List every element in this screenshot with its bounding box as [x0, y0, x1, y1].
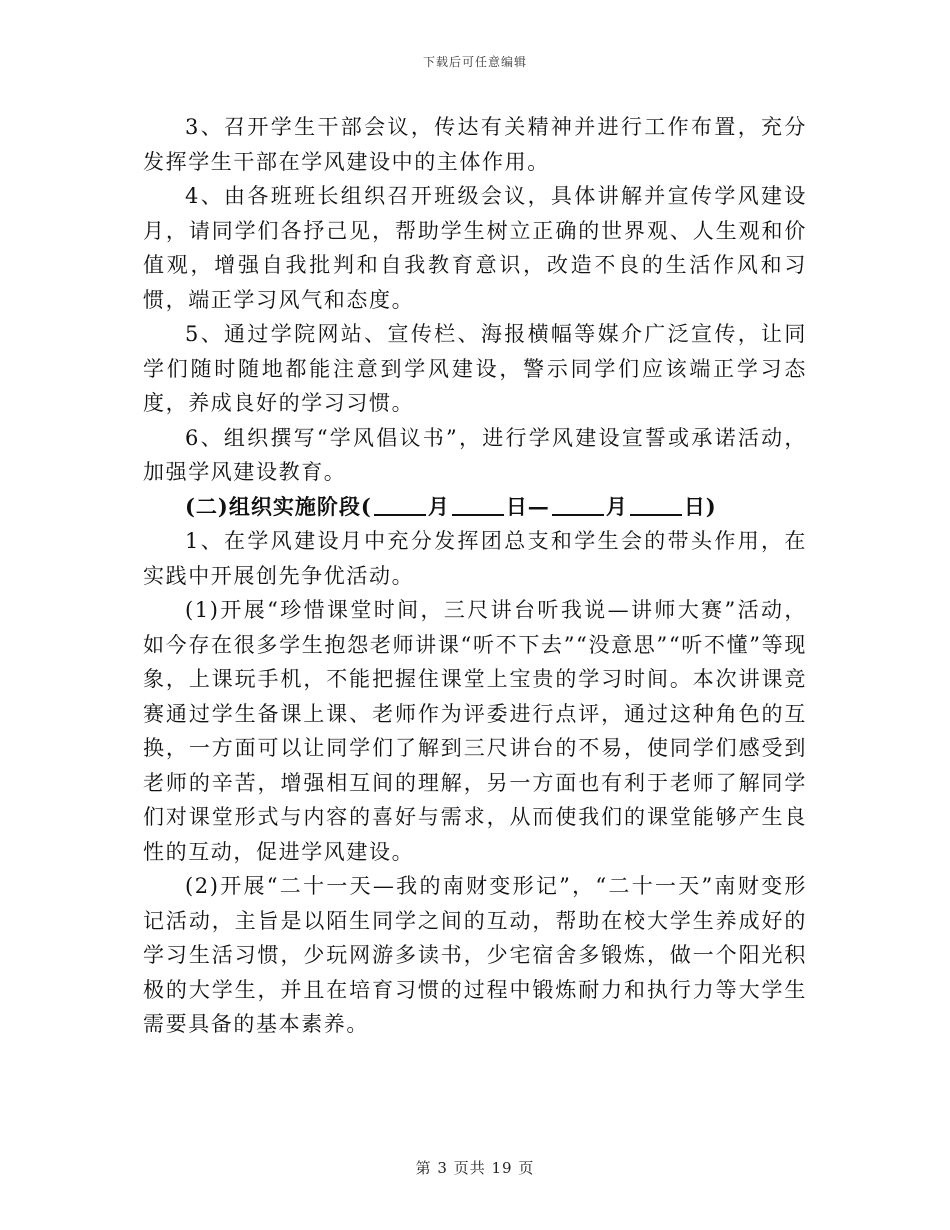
page-number: 第 3 页共 19 页 [415, 1159, 535, 1177]
paragraph-item-6: 6、组织撰写“学风倡议书”，进行学风建设宣誓或承诺活动，加强学风建设教育。 [143, 425, 807, 484]
blank-field [374, 492, 426, 516]
blank-field [630, 492, 682, 516]
section-heading-month: 月 [605, 493, 628, 519]
paragraph-item-5: 5、通过学院网站、宣传栏、海报横幅等媒介广泛宣传，让同学们随时随地都能注意到学风建设，警示同学们应该端正学习态度，养成良好的学习习惯。 [143, 322, 807, 415]
paragraph-subitem-1: (1)开展“珍惜课堂时间，三尺讲台听我说—讲师大赛”活动，如今存在很多学生抱怨老师讲课“听不下去”“没意思”“听不懂”等现象，上课玩手机，不能把握住课堂上宝贵的学习时间。本次讲课竞赛通过学生备课上课、老师作为评委进行点评，通过这种角色的互换，一方面可以让同学们了解到三尺讲台的不易，使同学们感受到老师的辛苦，增强相互间的理解，另一方面也有利于老师了解同学们对课堂形式与内容的喜好与需求，从而使我们的课堂能够产生良性的互动，促进学风建设。 [143, 598, 807, 864]
section-heading-day: 日— [505, 493, 550, 519]
section-heading-implementation [143, 490, 807, 525]
paragraph-subitem-2: (2)开展“二十一天—我的南财变形记”，“二十一天”南财变形记活动，主旨是以陌生同学之间的互动，帮助在校大学生养成好的学习生活习惯，少玩网游多读书，少宅宿舍多锻炼，做一个阳光积极的大学生，并且在培育习惯的过程中锻炼耐力和执行力等大学生需要具备的基本素养。 [143, 874, 807, 1036]
paragraph-item-1: 1、在学风建设月中充分发挥团总支和学生会的带头作用，在实践中开展创先争优活动。 [143, 529, 807, 588]
header-note: 下载后可任意编辑 [422, 55, 527, 69]
document-body [143, 110, 807, 1042]
section-heading-prefix: (二)组织实施阶段( [185, 493, 372, 519]
section-heading-day: 日) [683, 493, 717, 519]
section-heading-month: 月 [427, 493, 450, 519]
paragraph-item-3: 3、召开学生干部会议，传达有关精神并进行工作布置，充分发挥学生干部在学风建设中的主体作用。 [143, 115, 807, 174]
blank-field [552, 492, 604, 516]
paragraph-item-4: 4、由各班班长组织召开班级会议，具体讲解并宣传学风建设月，请同学们各抒己见，帮助学生树立正确的世界观、人生观和价值观，增强自我批判和自我教育意识，改造不良的生活作风和习惯，端正学习风气和态度。 [143, 184, 807, 312]
blank-field [452, 492, 504, 516]
